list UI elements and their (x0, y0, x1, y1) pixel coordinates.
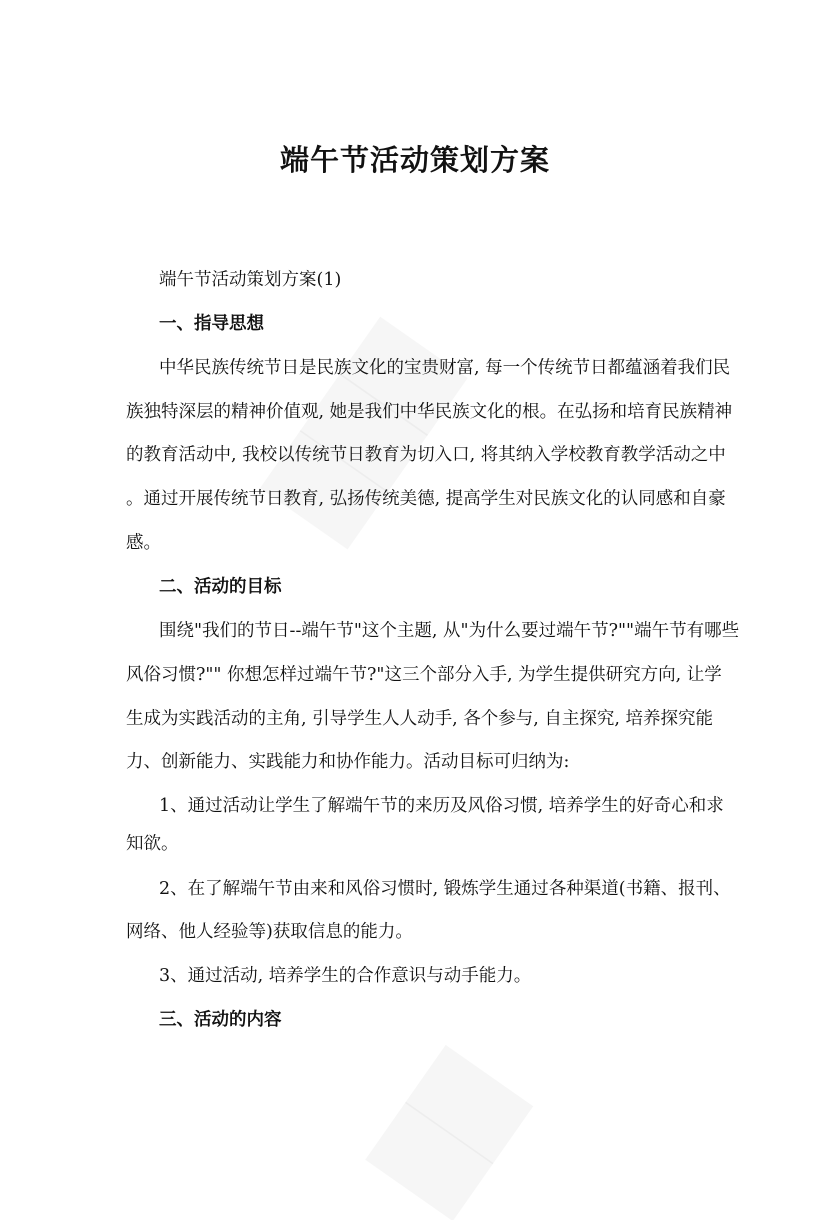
paragraph-line: 。通过开展传统节日教育, 弘扬传统美德, 提高学生对民族文化的认同感和自豪 (126, 489, 726, 509)
goal-item: 网络、他人经验等)获取信息的能力。 (126, 922, 413, 942)
paragraph-line: 风俗习惯?"" 你想怎样过端午节?"这三个部分入手, 为学生提供研究方向, 让学 (126, 665, 722, 685)
document-title: 端午节活动策划方案 (279, 143, 550, 177)
paragraph-line: 族独特深层的精神价值观, 她是我们中华民族文化的根。在弘扬和培育民族精神 (126, 402, 733, 422)
section-heading: 一、指导思想 (159, 314, 264, 334)
goal-item: 知欲。 (126, 834, 179, 854)
paragraph-line: 感。 (126, 533, 161, 553)
paragraph-line: 的教育活动中, 我校以传统节日教育为切入口, 将其纳入学校教育教学活动之中 (126, 445, 726, 465)
paragraph-line: 围绕"我们的节日--端午节"这个主题, 从"为什么要过端午节?""端午节有哪些 (159, 621, 740, 641)
goal-item: 1、通过活动让学生了解端午节的来历及风俗习惯, 培养学生的好奇心和求 (159, 796, 724, 816)
paragraph-line: 生成为实践活动的主角, 引导学生人人动手, 各个参与, 自主探究, 培养探究能 (126, 709, 713, 729)
goal-item: 3、通过活动, 培养学生的合作意识与动手能力。 (159, 966, 532, 986)
section-heading: 二、活动的目标 (159, 577, 282, 597)
paragraph-line: 中华民族传统节日是民族文化的宝贵财富, 每一个传统节日都蕴涵着我们民 (159, 358, 731, 378)
goal-item: 2、在了解端午节由来和风俗习惯时, 锻炼学生通过各种渠道(书籍、报刊、 (159, 879, 731, 899)
document-subtitle: 端午节活动策划方案(1) (159, 270, 342, 290)
watermark (366, 1046, 532, 1220)
watermark (261, 318, 467, 549)
section-heading: 三、活动的内容 (159, 1010, 282, 1030)
paragraph-line: 力、创新能力、实践能力和协作能力。活动目标可归纳为: (126, 752, 570, 772)
